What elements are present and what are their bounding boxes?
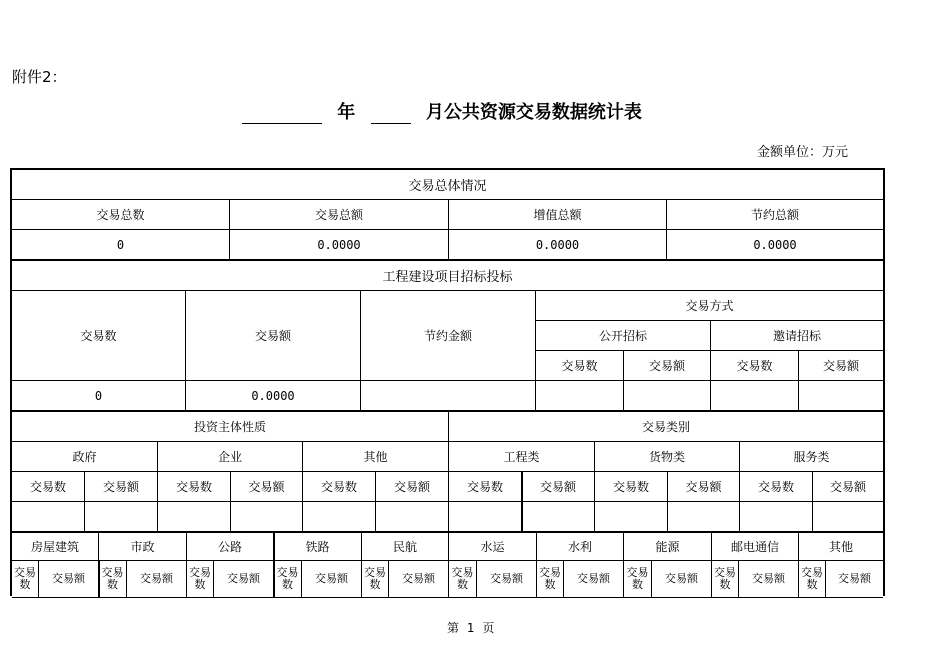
ind-sub-amount: 交易额 xyxy=(389,561,449,598)
sub-count-header: 交易数 xyxy=(158,472,231,502)
input-cell[interactable] xyxy=(449,502,522,532)
investor-government: 政府 xyxy=(12,442,158,472)
thick-divider xyxy=(273,533,275,598)
ind-sub-amount: 交易额 xyxy=(564,561,624,598)
ind-sub-count: 交易数 xyxy=(799,561,826,598)
input-cell[interactable] xyxy=(595,502,668,532)
eng-value-amount[interactable]: 0.0000 xyxy=(186,381,361,411)
title-text: 月公共资源交易数据统计表 xyxy=(425,102,642,123)
input-cell[interactable] xyxy=(85,502,158,532)
amount-unit-note: 金额单位：万元 xyxy=(757,145,849,160)
investor-other: 其他 xyxy=(303,442,449,472)
month-blank[interactable] xyxy=(371,103,411,124)
summary-value-amount[interactable]: 0.0000 xyxy=(230,230,449,260)
eng-value-savings[interactable] xyxy=(361,381,536,411)
ind-sub-count: 交易数 xyxy=(99,561,127,598)
summary-header-amount: 交易总额 xyxy=(230,200,449,230)
summary-value-count[interactable]: 0 xyxy=(12,230,230,260)
ind-sub-count: 交易数 xyxy=(12,561,39,598)
summary-header-savings: 节约总额 xyxy=(667,200,883,230)
ind-sub-count: 交易数 xyxy=(537,561,564,598)
category-services: 服务类 xyxy=(740,442,883,472)
page-number: 1 xyxy=(466,621,475,635)
thick-divider xyxy=(521,472,523,502)
sub-count-header: 交易数 xyxy=(449,472,522,502)
sub-amount-header: 交易额 xyxy=(231,472,303,502)
summary-value-added[interactable]: 0.0000 xyxy=(449,230,667,260)
thick-divider xyxy=(521,502,523,532)
eng-method-title: 交易方式 xyxy=(536,291,883,321)
input-cell[interactable] xyxy=(231,502,303,532)
input-cell[interactable] xyxy=(668,502,740,532)
summary-section-title: 交易总体情况 xyxy=(12,170,883,200)
eng-value-invite-count[interactable] xyxy=(711,381,799,411)
industry-civil-aviation: 民航 xyxy=(362,533,449,561)
year-blank[interactable] xyxy=(242,103,322,124)
sub-count-header: 交易数 xyxy=(740,472,813,502)
summary-header-count: 交易总数 xyxy=(12,200,230,230)
sub-count-header: 交易数 xyxy=(595,472,668,502)
input-cell[interactable] xyxy=(376,502,449,532)
ind-sub-count: 交易数 xyxy=(274,561,302,598)
ind-sub-count: 交易数 xyxy=(362,561,389,598)
ind-sub-amount: 交易额 xyxy=(477,561,537,598)
eng-open-bid: 公开招标 xyxy=(536,321,711,351)
thick-divider xyxy=(98,561,100,598)
eng-header-count: 交易数 xyxy=(12,291,186,381)
attachment-label: 附件2： xyxy=(12,68,67,86)
ind-sub-amount: 交易额 xyxy=(652,561,712,598)
title-year-suffix: 年 xyxy=(337,102,356,123)
input-cell[interactable] xyxy=(740,502,813,532)
industry-building: 房屋建筑 xyxy=(12,533,99,561)
eng-open-count-header: 交易数 xyxy=(536,351,624,381)
sub-amount-header: 交易额 xyxy=(85,472,158,502)
industry-energy: 能源 xyxy=(624,533,712,561)
ind-sub-amount: 交易额 xyxy=(739,561,799,598)
ind-sub-amount: 交易额 xyxy=(39,561,99,598)
sub-amount-header: 交易额 xyxy=(376,472,449,502)
sub-count-header: 交易数 xyxy=(12,472,85,502)
ind-sub-amount: 交易额 xyxy=(302,561,362,598)
input-cell[interactable] xyxy=(303,502,376,532)
footer-suffix: 页 xyxy=(482,621,495,635)
category-engineering: 工程类 xyxy=(449,442,595,472)
sub-amount-header: 交易额 xyxy=(668,472,740,502)
industry-water-conservancy: 水利 xyxy=(537,533,624,561)
eng-header-amount: 交易额 xyxy=(186,291,361,381)
category-title: 交易类别 xyxy=(449,412,883,442)
eng-invite-count-header: 交易数 xyxy=(711,351,799,381)
ind-sub-count: 交易数 xyxy=(712,561,739,598)
investor-enterprise: 企业 xyxy=(158,442,303,472)
investor-title: 投资主体性质 xyxy=(12,412,449,442)
engineering-section-title: 工程建设项目招标投标 xyxy=(12,261,883,291)
page-title xyxy=(242,98,642,124)
footer-prefix: 第 xyxy=(447,621,460,635)
summary-value-savings[interactable]: 0.0000 xyxy=(667,230,883,260)
eng-value-count[interactable]: 0 xyxy=(12,381,186,411)
industry-other: 其他 xyxy=(799,533,883,561)
input-cell[interactable] xyxy=(813,502,883,532)
eng-value-invite-amount[interactable] xyxy=(799,381,883,411)
eng-value-open-count[interactable] xyxy=(536,381,624,411)
ind-sub-count: 交易数 xyxy=(187,561,214,598)
sub-amount-header: 交易额 xyxy=(522,472,595,502)
statistics-table xyxy=(10,168,885,596)
eng-invite-amount-header: 交易额 xyxy=(799,351,883,381)
ind-sub-count: 交易数 xyxy=(624,561,652,598)
eng-value-open-amount[interactable] xyxy=(624,381,711,411)
category-goods: 货物类 xyxy=(595,442,740,472)
input-cell[interactable] xyxy=(522,502,595,532)
eng-invite-bid: 邀请招标 xyxy=(711,321,883,351)
eng-open-amount-header: 交易额 xyxy=(624,351,711,381)
page-footer xyxy=(447,619,494,636)
ind-sub-amount: 交易额 xyxy=(826,561,883,598)
sub-count-header: 交易数 xyxy=(303,472,376,502)
eng-header-savings: 节约金额 xyxy=(361,291,536,381)
industry-waterway: 水运 xyxy=(449,533,537,561)
industry-municipal: 市政 xyxy=(99,533,187,561)
industry-railway: 铁路 xyxy=(274,533,362,561)
ind-sub-amount: 交易额 xyxy=(214,561,274,598)
summary-header-added: 增值总额 xyxy=(449,200,667,230)
industry-telecom: 邮电通信 xyxy=(712,533,799,561)
ind-sub-count: 交易数 xyxy=(449,561,477,598)
input-cell[interactable] xyxy=(158,502,231,532)
industry-highway: 公路 xyxy=(187,533,274,561)
input-cell[interactable] xyxy=(12,502,85,532)
sub-amount-header: 交易额 xyxy=(813,472,883,502)
ind-sub-amount: 交易额 xyxy=(127,561,187,598)
